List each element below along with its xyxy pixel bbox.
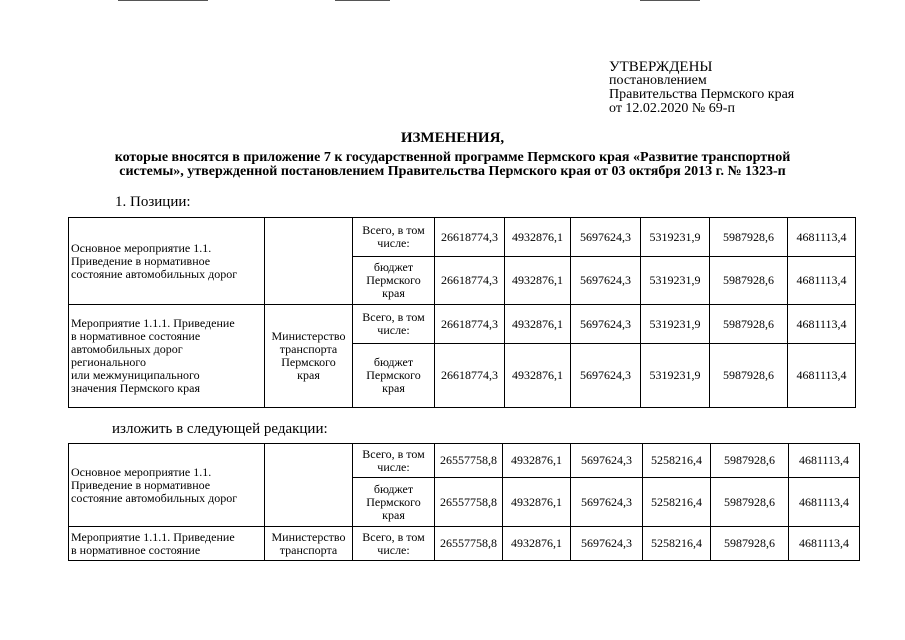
amount-cell: 5697624,3: [571, 257, 641, 305]
amount-cell: 4932876,1: [505, 218, 571, 257]
funding-source-cell: бюджет Пермского края: [353, 344, 435, 408]
subtitle-line: системы», утвержденной постановлением Правительства Пермского края от 03 октября 2013 г. № 1323-п: [119, 164, 786, 179]
amount-cell: 5697624,3: [571, 444, 643, 478]
amount-cell: 5697624,3: [571, 218, 641, 257]
amount-cell: 5697624,3: [571, 344, 641, 408]
amount-cell: 26618774,3: [435, 257, 505, 305]
amount-cell: 5319231,9: [641, 257, 710, 305]
amount-cell: 26557758,8: [435, 444, 503, 478]
amount-cell: 4932876,1: [505, 305, 571, 344]
amount-cell: 5987928,6: [711, 527, 789, 561]
amount-cell: 4681113,4: [788, 305, 856, 344]
amount-cell: 4681113,4: [789, 527, 860, 561]
amount-cell: 5697624,3: [571, 305, 641, 344]
amount-cell: 4932876,1: [505, 257, 571, 305]
amount-cell: 26557758,8: [435, 478, 503, 527]
amount-cell: 4681113,4: [788, 257, 856, 305]
positions-table-before: [68, 217, 856, 408]
amount-cell: 26618774,3: [435, 218, 505, 257]
table-row: [69, 218, 856, 257]
table-body: [69, 444, 860, 561]
scan-edge-line: [640, 0, 700, 1]
amount-cell: 4932876,1: [503, 444, 571, 478]
amount-cell: 4681113,4: [789, 444, 860, 478]
document-title: ИЗМЕНЕНИЯ,: [400, 130, 505, 146]
amount-cell: 26557758,8: [435, 527, 503, 561]
activity-name-cell: Мероприятие 1.1.1. Приведение в нормативное состояние автомобильных дорог регионального или межмуниципального значения Пермского края: [69, 305, 265, 408]
funding-source-cell: Всего, в том числе:: [353, 527, 435, 561]
approved-line: постановлением: [609, 73, 707, 88]
approved-line: от 12.02.2020 № 69-п: [609, 101, 735, 116]
amount-cell: 5987928,6: [711, 478, 789, 527]
amount-cell: 4681113,4: [788, 344, 856, 408]
funding-source-cell: Всего, в том числе:: [353, 305, 435, 344]
amount-cell: 5697624,3: [571, 478, 643, 527]
amount-cell: 5987928,6: [711, 444, 789, 478]
positions-table-after: [68, 443, 860, 561]
responsible-cell: Министерство транспорта: [265, 527, 353, 561]
table-body: [69, 218, 856, 408]
amount-cell: 5697624,3: [571, 527, 643, 561]
amount-cell: 4932876,1: [503, 527, 571, 561]
amount-cell: 5987928,6: [710, 305, 788, 344]
amount-cell: 5319231,9: [641, 305, 710, 344]
activity-name-cell: Основное мероприятие 1.1. Приведение в нормативное состояние автомобильных дорог: [69, 444, 265, 527]
amount-cell: 5987928,6: [710, 257, 788, 305]
amount-cell: 5987928,6: [710, 218, 788, 257]
amount-cell: 4681113,4: [789, 478, 860, 527]
funding-source-cell: бюджет Пермского края: [353, 478, 435, 527]
document-subtitle: [0, 151, 905, 179]
section-positions-label: 1. Позиции:: [115, 194, 191, 210]
amount-cell: 26618774,3: [435, 344, 505, 408]
scan-edge-line: [335, 0, 390, 1]
amount-cell: 4681113,4: [788, 218, 856, 257]
responsible-cell: [265, 444, 353, 527]
approval-stamp: [609, 60, 794, 116]
amount-cell: 4932876,1: [505, 344, 571, 408]
table-row: [69, 444, 860, 478]
amount-cell: 5319231,9: [641, 218, 710, 257]
activity-name-cell: Мероприятие 1.1.1. Приведение в нормативное состояние: [69, 527, 265, 561]
amount-cell: 4932876,1: [503, 478, 571, 527]
amount-cell: 5258216,4: [643, 478, 711, 527]
funding-source-cell: бюджет Пермского края: [353, 257, 435, 305]
subtitle-line: которые вносятся в приложение 7 к государственной программе Пермского края «Развитие транспортной: [114, 150, 791, 165]
amount-cell: 5987928,6: [710, 344, 788, 408]
responsible-cell: [265, 218, 353, 305]
amount-cell: 26618774,3: [435, 305, 505, 344]
table-row: [69, 305, 856, 344]
amount-cell: 5319231,9: [641, 344, 710, 408]
scan-edge-line: [118, 0, 208, 1]
funding-source-cell: Всего, в том числе:: [353, 218, 435, 257]
table-row: [69, 527, 860, 561]
amount-cell: 5258216,4: [643, 444, 711, 478]
approved-line: Правительства Пермского края: [609, 87, 795, 102]
amount-cell: 5258216,4: [643, 527, 711, 561]
section-new-edition-label: изложить в следующей редакции:: [112, 421, 328, 437]
approved-title: УТВЕРЖДЕНЫ: [609, 59, 713, 75]
activity-name-cell: Основное мероприятие 1.1. Приведение в нормативное состояние автомобильных дорог: [69, 218, 265, 305]
funding-source-cell: Всего, в том числе:: [353, 444, 435, 478]
responsible-cell: Министерство транспорта Пермского края: [265, 305, 353, 408]
